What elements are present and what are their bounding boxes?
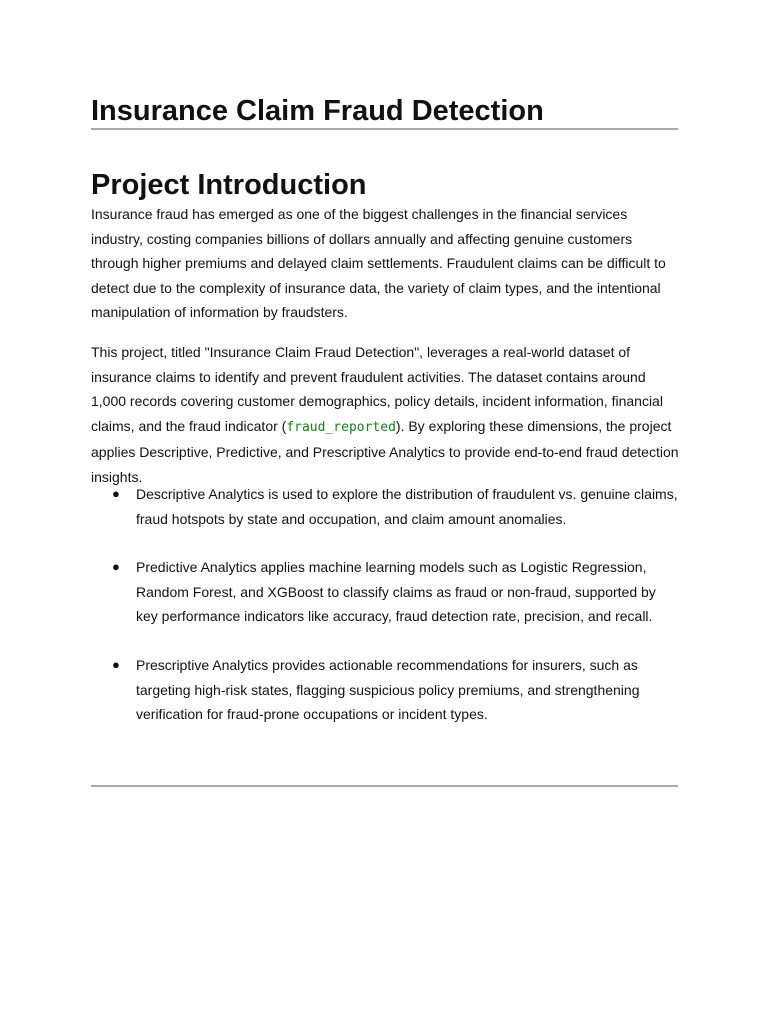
paragraph-2-text-end: ). By exploring these dimensions, the project applies Descriptive, Predictive, and Prescriptive Analytics to provide end-to-end fraud detection insights. xyxy=(91,417,679,485)
bullet-icon: ● xyxy=(112,486,120,501)
paragraph-2-text-start: This project, titled "Insurance Claim Fraud Detection", leverages a real-world dataset of insurance claims to identify and prevent fraudulent activities. The dataset contains around 1,000 records covering customer demographics, policy details, incident information, financial claims, and the fraud indicator ( xyxy=(91,344,663,434)
title-divider xyxy=(91,128,678,130)
section-heading: Project Introduction xyxy=(91,169,367,201)
list-item-descriptive xyxy=(91,482,681,531)
list-item-text: Prescriptive Analytics provides actionable recommendations for insurers, such as targeting high-risk states, flagging suspicious policy premiums, and strengthening verification for fraud-prone occupations or incident types. xyxy=(136,656,640,723)
intro-paragraph-2 xyxy=(91,340,681,490)
list-item-predictive xyxy=(91,555,681,629)
bullet-icon: ● xyxy=(112,559,120,575)
intro-paragraph-1: Insurance fraud has emerged as one of the biggest challenges in the financial services industry, costing companies billions of dollars annually and affecting genuine customers through higher premiums and delayed claim settlements. Fraudulent claims can be difficult to detect due to the complexity of insurance data, the variety of claim types, and the intentional manipulation of information by fraudsters. xyxy=(91,206,666,321)
list-item-text: Descriptive Analytics is used to explore the distribution of fraudulent vs. genuine claims, fraud hotspots by state and occupation, and claim amount anomalies. xyxy=(136,486,678,527)
bullet-icon: ● xyxy=(112,656,120,672)
bottom-divider xyxy=(91,785,678,787)
list-item-prescriptive xyxy=(91,653,681,727)
analytics-bullet-list xyxy=(91,482,681,751)
document-title: Insurance Claim Fraud Detection xyxy=(91,95,544,127)
list-item-text: Predictive Analytics applies machine learning models such as Logistic Regression, Random Forest, and XGBoost to classify claims as fraud or non-fraud, supported by key performance indicators like accuracy, fraud detection rate, precision, and recall. xyxy=(136,559,656,625)
inline-code-fraud-reported: fraud_reported xyxy=(286,419,396,435)
